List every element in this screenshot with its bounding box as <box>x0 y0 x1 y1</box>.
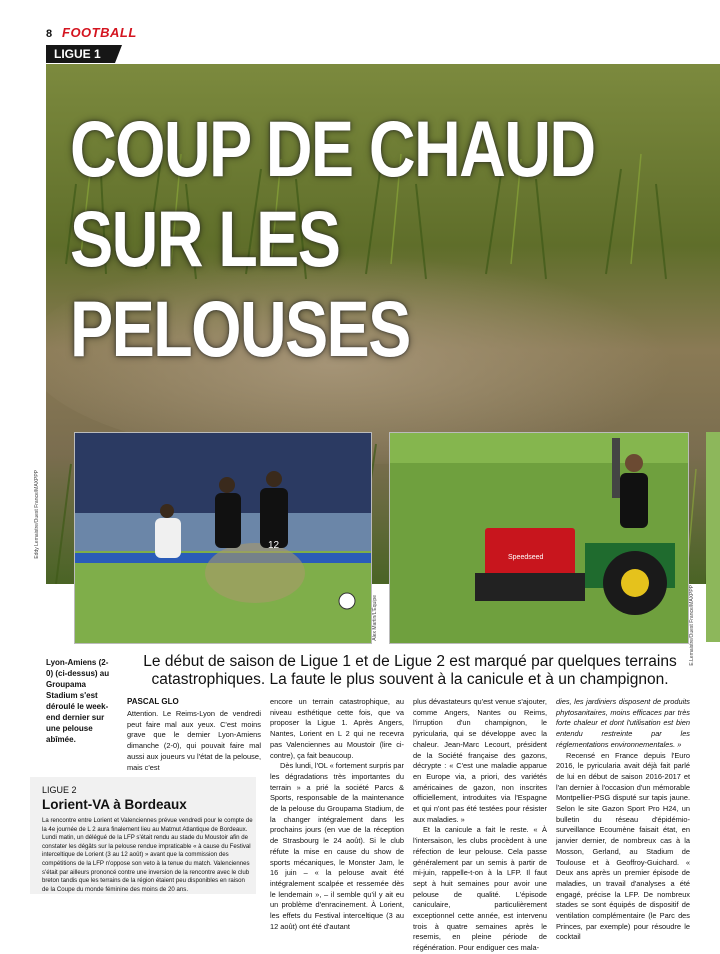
box-kicker: LIGUE 2 <box>42 785 77 795</box>
column-2-text: encore un terrain catastrophique, au niveau esthétique cette fois, que va proposer la Ligue 1. Après Angers, Nantes, Lorient en L 2 qui ne recevra pas Valenciennes au Moustoir (lire ci-contre), ça fait beaucoup. <box>270 697 404 760</box>
column-3-text: plus dévastateurs qu'est venue s'ajouter, comme Angers, Nantes ou Reims, l'irruption d'un champignon, le pyricularia, qui se développe avec la chaleur. Jean-Marc Lecourt, président de la Société française des gazons, décrypte : « C'est une maladie apparue en Europe via, a priori, des variétés américaines de gazon, non inscrites officiellement, introduites via l'Espagne et qui n'ont pas été testées pour résister aux maladies. » <box>413 697 547 824</box>
page-number: 8 <box>46 28 53 40</box>
rubric-title: FOOTBALL <box>62 25 137 40</box>
article-column-3 <box>413 697 547 954</box>
column-3-text-b: Et la canicule a fait le reste. « À l'intersaison, les clubs procèdent à une réfection de leur pelouse. Cela passe généralement par un semis à partir de mi-juin, rappelle-t-on à la LFP. Il faut sept à huit semaines pour avoir une pelouse de qualité. L'épisode caniculaire, particulièrement exceptionnel cette année, est intervenu trois à quatre semaines après le resemis, en pleine période de régénération. Pour endiguer ces mala- <box>413 825 547 953</box>
photo-caption: Lyon-Amiens (2-0) (ci-dessus) au Groupama Stadium s'est déroulé le week-end dernier sur une pelouse abîmée. <box>46 658 110 744</box>
byline: PASCAL GLO <box>127 697 179 706</box>
column-1-text: Attention. Le Reims-Lyon de vendredi peut faire mal aux yeux. C'est moins grave que le dernier Lyon-Amiens dimanche (2-0), qui pouvait faire mal aussi aux joueurs vu l'état de la pelouse, mais c'est <box>127 709 261 772</box>
hero-photo-credit: Eddy Lemaistre/Ouest France/MAXPPP <box>34 470 40 559</box>
headline-line-1: COUP DE CHAUD <box>70 104 595 193</box>
column-2-text-b: Dès lundi, l'OL « fortement surpris par les dégradations très importantes du terrain » a prié la société Parcs & Sports, responsable de la maintenance de la pelouse du Groupama Stadium, de la changer intégralement dans les prochains jours (en vue de la réception de Strasbourg le 24 août). Si le club réfute la mise en cause du show de sports mécaniques, le Monster Jam, le 16 juin – « la pelouse avait été intégralement scalpée et ressemée dès le lendemain », – il semble qu'il y ait eu un problème d'enracinement. À Lorient, les effets du Festival interceltique (3 au 12 août) ont été d'autant <box>270 761 404 931</box>
jersey-number: 12 <box>268 540 280 551</box>
photo-1-credit: Alex Martin/L'Équipe <box>372 595 378 641</box>
article-column-4 <box>556 697 690 943</box>
article-column-1 <box>127 709 261 773</box>
box-body: La rencontre entre Lorient et Valenciennes prévue vendredi pour le compte de la 4e journée de L 2 aura finalement lieu au Matmut Atlantique de Bordeaux. Lundi matin, un délégué de la LFP s'était rendu au stade du Moustoir afin de constater les dégâts sur la pelouse rendue impraticable « à cause du Festival interceltique de Lorient (3 au 12 août) » avant que la commission des compétitions de la LFP n'oppose son veto à la tenue du match. Valenciennes s'était par ailleurs prononcé contre une inversion de la rencontre avec le club breton tandis que les terrains de la région étaient peu disponibles en raison de la Coupe du monde féminine des moins de 20 ans. <box>42 817 253 893</box>
photo-3-edge <box>706 432 720 642</box>
column-4-text-b: Recensé en France depuis l'Euro 2016, le pyricularia avait déjà fait parlé de lui en début de saison 2016-2017 et l'an dernier à l'occasion d'un mémorable Montpellier-PSG disputé sur tapis jaune. Selon le site Gazon Sport Pro H24, un bulletin du réseau d'épidémio-surveillance Ecoumène faisait état, en janvier dernier, de nombreux cas à la Mosson, Gerland, au Stadium de Toulouse et à Geoffroy-Guichard. « Deux ans après un premier épisode de maladies, un travail d'analyses a été engagé, précise la LFP. De nombreux stades se sont équipés de dispositif de ventilation complémentaire (le Parc des Princes, par exemple) pour résoudre le cocktail <box>556 750 690 942</box>
photo-2-credit: E.Lemaistre/Ouest France/MAXPPP <box>689 585 695 666</box>
article-column-2 <box>270 697 404 932</box>
section-tag: LIGUE 1 <box>46 45 115 63</box>
column-4-text: dies, les jardiniers disposent de produits phytosanitaires, moins efficaces par très forte chaleur et dont l'utilisation est bien entendu restreinte par les réglementations environnementales. » <box>556 697 690 749</box>
box-title: Lorient-VA à Bordeaux <box>42 797 187 812</box>
aerator-machine-photo <box>389 432 689 644</box>
article-lede: Le début de saison de Ligue 1 et de Ligue 2 est marqué par quelques terrains catastrophiques. La faute le plus souvent à la canicule et à un champignon. <box>143 653 677 688</box>
stadium-match-photo <box>74 432 372 644</box>
headline <box>70 104 595 374</box>
headline-line-2: SUR LES PELOUSES <box>70 194 410 373</box>
machine-brand-label: Speedseed <box>508 554 544 561</box>
